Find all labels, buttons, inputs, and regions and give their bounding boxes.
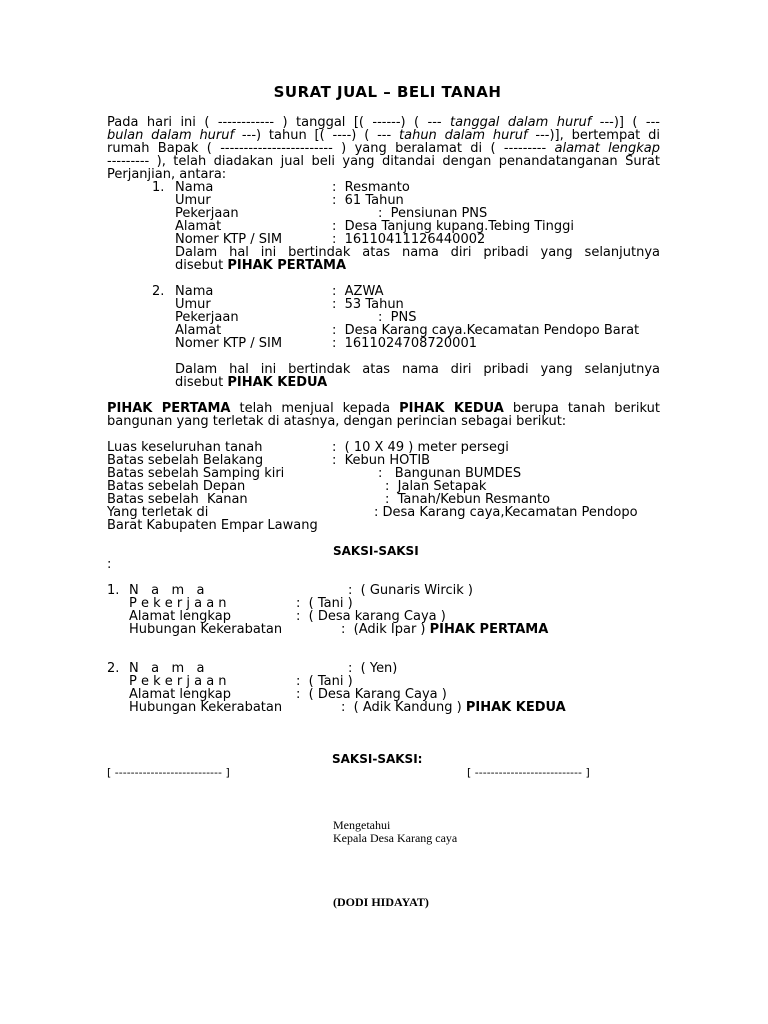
land-letak-value: : Desa Karang caya,Kecamatan Pendopo: [374, 505, 638, 520]
witness1-pekerjaan-label: P e k e r j a a n: [129, 596, 227, 611]
party1-ktp-label: Nomer KTP / SIM: [175, 232, 283, 247]
party1-umur-label: Umur: [175, 193, 211, 208]
land-luas-label: Luas keseluruhan tanah: [107, 440, 263, 455]
witness2-alamat-value: : ( Desa Karang Caya ): [296, 687, 447, 702]
land-belakang-value: : Kebun HOTIB: [332, 453, 431, 468]
land-belakang-label: Batas sebelah Belakang: [107, 453, 264, 468]
opening-line-3: rumah Bapak ( ------------------------ ) yang beralamat di ( --------- alamat lengkap: [107, 141, 660, 156]
land-depan-value: : Jalan Setapak: [385, 479, 487, 494]
witness2-pekerjaan-label: P e k e r j a a n: [129, 674, 227, 689]
witness1-alamat-value: : ( Desa karang Caya ): [296, 609, 446, 624]
party2-nama-value: : AZWA: [332, 284, 384, 299]
opening-line-5: Perjanjian, antara:: [107, 167, 227, 182]
party1-role-line: disebut PIHAK PERTAMA: [175, 258, 347, 273]
witness2-pekerjaan-value: : ( Tani ): [296, 674, 353, 689]
land-luas-value: : ( 10 X 49 ) meter persegi: [332, 440, 509, 455]
land-kanan-label: Batas sebelah Kanan: [107, 492, 248, 507]
party2-ktp-label: Nomer KTP / SIM: [175, 336, 283, 351]
opening-line-1: Pada hari ini ( ------------ ) tanggal [( ------) ( --- tanggal dalam huruf ---)] ( ---: [107, 115, 660, 130]
party1-number: 1.: [152, 180, 165, 195]
witness2-number: 2.: [107, 661, 120, 676]
party2-number: 2.: [152, 284, 165, 299]
party2-statement: Dalam hal ini bertindak atas nama diri pribadi yang selanjutnya: [175, 362, 660, 377]
party1-nama-value: : Resmanto: [332, 180, 410, 195]
witness-heading: SAKSI-SAKSI: [333, 544, 419, 558]
land-letak-continued: Barat Kabupaten Empar Lawang: [107, 518, 318, 533]
party1-alamat-label: Alamat: [175, 219, 222, 234]
transfer-line-1: PIHAK PERTAMA telah menjual kepada PIHAK KEDUA berupa tanah berikut: [107, 401, 660, 416]
party2-ktp-value: : 1611024708720001: [332, 336, 477, 351]
witness1-nama-value: : ( Gunaris Wircik ): [348, 583, 473, 598]
party2-role-line: disebut PIHAK KEDUA: [175, 375, 328, 390]
witness1-number: 1.: [107, 583, 120, 598]
land-letak-label: Yang terletak di: [107, 505, 209, 520]
signature-heading: SAKSI-SAKSI:: [332, 752, 423, 766]
party2-umur-value: : 53 Tahun: [332, 297, 404, 312]
witness2-hubungan-label: Hubungan Kekerabatan: [129, 700, 283, 715]
witness1-alamat-label: Alamat lengkap: [129, 609, 231, 624]
land-kiri-label: Batas sebelah Samping kiri: [107, 466, 285, 481]
party1-ktp-value: : 16110411126440002: [332, 232, 486, 247]
approval-line-1: Mengetahui: [333, 818, 391, 832]
witness2-hubungan-value: : ( Adik Kandung ) PIHAK KEDUA: [341, 700, 566, 715]
party2-alamat-label: Alamat: [175, 323, 222, 338]
document-title: SURAT JUAL – BELI TANAH: [273, 83, 502, 101]
opening-line-4: --------- ), telah diadakan jual beli yang ditandai dengan penandatanganan Surat: [107, 154, 660, 169]
signature-left-blank: [ --------------------------- ]: [107, 766, 230, 779]
party2-pekerjaan-value: : PNS: [378, 310, 417, 325]
party2-umur-label: Umur: [175, 297, 211, 312]
witness2-nama-label: N a m a: [129, 661, 205, 676]
witness1-hubungan-value: : (Adik Ipar ) PIHAK PERTAMA: [341, 622, 549, 637]
witness1-pekerjaan-value: : ( Tani ): [296, 596, 353, 611]
transfer-line-2: bangunan yang terletak di atasnya, dengan perincian sebagai berikut:: [107, 414, 567, 429]
party1-pekerjaan-value: : Pensiunan PNS: [378, 206, 488, 221]
witness2-nama-value: : ( Yen): [348, 661, 398, 676]
land-kanan-value: : Tanah/Kebun Resmanto: [385, 492, 551, 507]
approval-line-2: Kepala Desa Karang caya: [333, 831, 458, 845]
party2-alamat-value: : Desa Karang caya.Kecamatan Pendopo Barat: [332, 323, 640, 338]
party1-statement: Dalam hal ini bertindak atas nama diri pribadi yang selanjutnya: [175, 245, 660, 260]
approval-name: (DODI HIDAYAT): [333, 895, 429, 909]
witness1-nama-label: N a m a: [129, 583, 205, 598]
party2-role: PIHAK KEDUA: [227, 375, 328, 390]
witness1-hubungan-label: Hubungan Kekerabatan: [129, 622, 283, 637]
witness2-alamat-label: Alamat lengkap: [129, 687, 231, 702]
land-depan-label: Batas sebelah Depan: [107, 479, 246, 494]
party1-pekerjaan-label: Pekerjaan: [175, 206, 239, 221]
party1-alamat-value: : Desa Tanjung kupang.Tebing Tinggi: [332, 219, 574, 234]
party1-nama-label: Nama: [175, 180, 214, 195]
signature-right-blank: [ --------------------------- ]: [467, 766, 590, 779]
land-kiri-value: : Bangunan BUMDES: [378, 466, 522, 481]
party1-umur-value: : 61 Tahun: [332, 193, 404, 208]
witness-colon: :: [107, 557, 112, 572]
opening-line-2: bulan dalam huruf ---) tahun [( ----) ( --- tahun dalam huruf ---)], bertempat di: [107, 128, 660, 143]
party1-role: PIHAK PERTAMA: [227, 258, 347, 273]
party2-pekerjaan-label: Pekerjaan: [175, 310, 239, 325]
party2-nama-label: Nama: [175, 284, 214, 299]
